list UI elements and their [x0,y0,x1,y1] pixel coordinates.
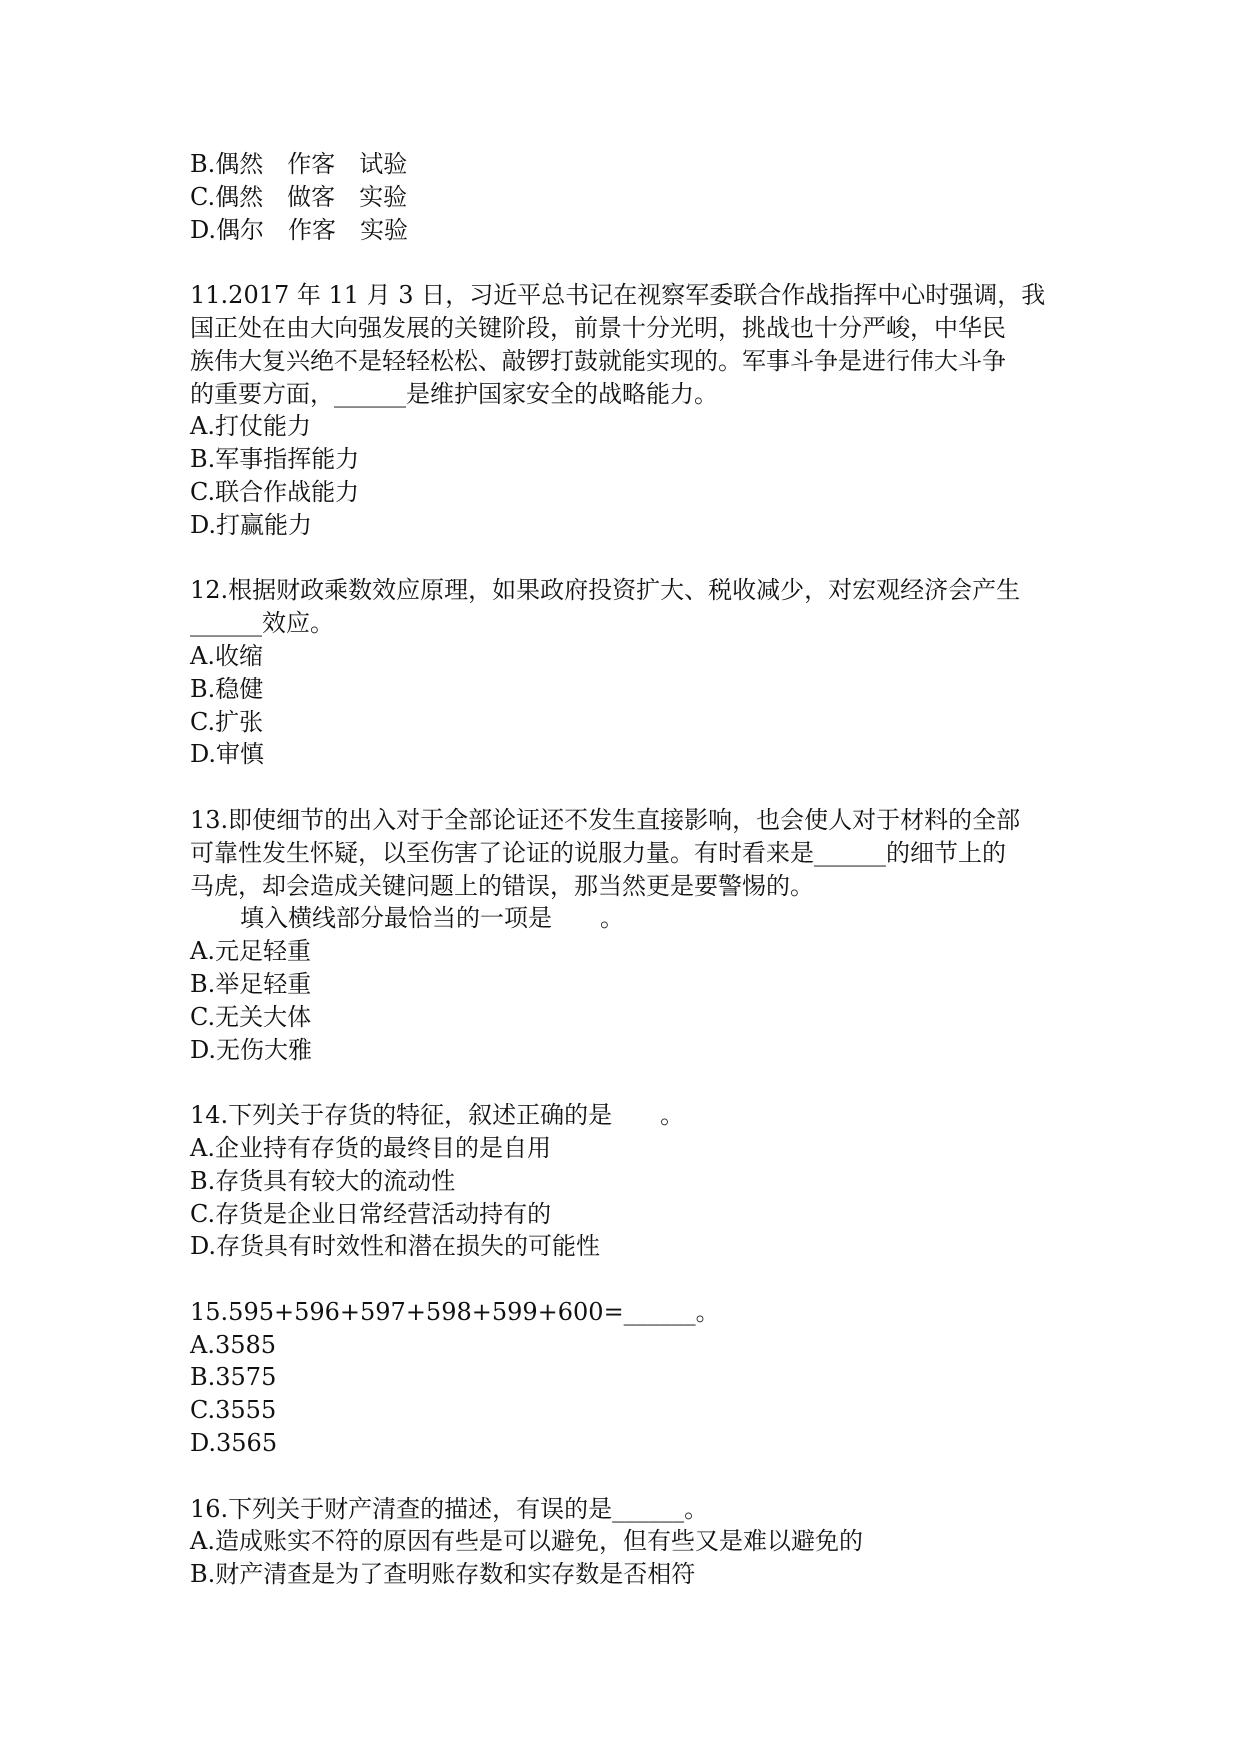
option-b: B.财产清查是为了查明账存数和实存数是否相符 [190,1560,696,1589]
spacer [190,1460,1060,1493]
spacer [190,1263,1060,1296]
option-b: B.3575 [190,1363,277,1392]
option-a: A.企业持有存货的最终目的是自用 [190,1133,551,1162]
question-text: ______效应。 [190,609,334,638]
exam-page [190,148,1060,1591]
option-a: A.打仗能力 [190,412,311,441]
option-a: A.元足轻重 [190,937,311,966]
option-b: B.偶然 作客 试验 [190,150,408,178]
option-c: C.3555 [190,1396,277,1425]
question-block-15 [190,1296,1060,1460]
question-block-13 [190,804,1060,1066]
option-c: C.偶然 做客 实验 [190,182,408,211]
spacer [190,246,1060,279]
option-d: D.偶尔 作客 实验 [190,215,409,244]
question-text: 14.下列关于存货的特征，叙述正确的是 。 [190,1101,685,1130]
option-d: D.无伤大雅 [190,1035,313,1064]
question-text: 的重要方面，______是维护国家安全的战略能力。 [190,379,718,408]
question-text: 可靠性发生怀疑，以至伤害了论证的说服力量。有时看来是______的细节上的 [190,838,1006,867]
option-d: D.打赢能力 [190,510,313,539]
question-block-16 [190,1493,1060,1591]
question-text: 13.即使细节的出入对于全部论证还不发生直接影响，也会使人对于材料的全部 [190,805,1021,834]
question-instruction: 填入横线部分最恰当的一项是 。 [240,904,624,933]
option-d: D.存货具有时效性和潜在损失的可能性 [190,1232,601,1261]
spacer [190,542,1060,575]
option-b: B.举足轻重 [190,969,312,998]
question-block-11 [190,279,1060,541]
option-a: A.3585 [190,1330,277,1359]
option-a: A.收缩 [190,641,263,670]
question-text: 马虎，却会造成关键问题上的错误，那当然更是要警惕的。 [190,871,814,900]
option-d: D.3565 [190,1429,278,1458]
option-b: B.军事指挥能力 [190,445,360,474]
option-c: C.存货是企业日常经营活动持有的 [190,1199,552,1228]
question-text: 族伟大复兴绝不是轻轻松松、敲锣打鼓就能实现的。军事斗争是进行伟大斗争 [190,346,1006,375]
question-block-12 [190,574,1060,771]
option-d: D.审慎 [190,740,265,769]
option-c: C.无关大体 [190,1002,312,1031]
question-text: 11.2017 年 11 月 3 日，习近平总书记在视察军委联合作战指挥中心时强调，我 [190,281,1046,310]
option-b: B.存货具有较大的流动性 [190,1166,456,1195]
question-text: 16.下列关于财产清查的描述，有误的是______。 [190,1494,709,1523]
option-a: A.造成账实不符的原因有些是可以避免，但有些又是难以避免的 [190,1527,863,1556]
question-text: 国正处在由大向强发展的关键阶段，前景十分光明，挑战也十分严峻，中华民 [190,313,1006,342]
question-block-14 [190,1099,1060,1263]
question-block-10 [190,148,1060,246]
question-text: 12.根据财政乘数效应原理，如果政府投资扩大、税收减少，对宏观经济会产生 [190,576,1021,605]
spacer [190,771,1060,804]
spacer [190,1066,1060,1099]
option-c: C.联合作战能力 [190,477,360,506]
question-text: 15.595+596+597+598+599+600=______。 [190,1297,720,1326]
option-b: B.稳健 [190,674,264,703]
option-c: C.扩张 [190,707,264,736]
